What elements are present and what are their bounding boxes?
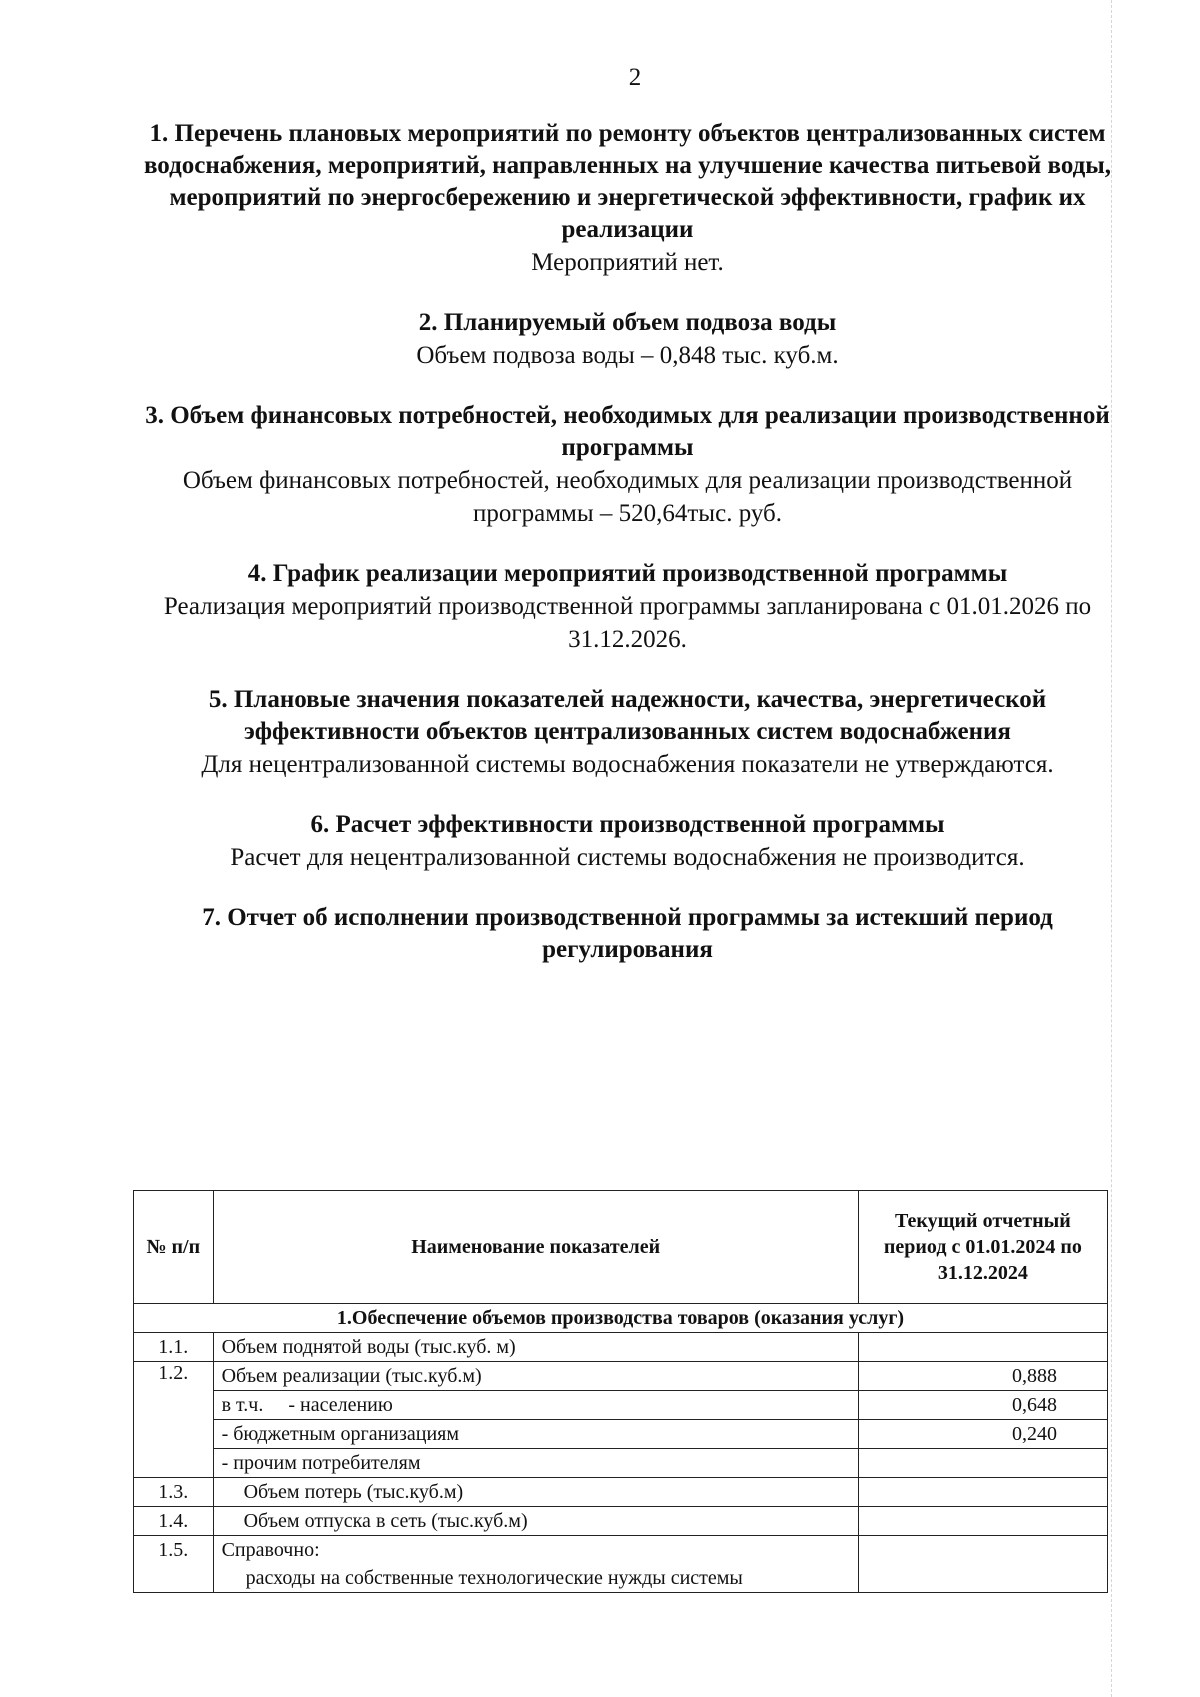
row-value: 0,648 (858, 1391, 1107, 1420)
section-3-text: Объем финансовых потребностей, необходимых для реализации производственной программы – 520,64тыс. руб. (182, 467, 1073, 527)
table-row (134, 1536, 1108, 1593)
section-3-heading: 3. Объем финансовых потребностей, необходимых для реализации производственной программы (145, 402, 1110, 461)
section-4-heading: 4. График реализации мероприятий производственной программы (247, 560, 1008, 587)
row-value (858, 1536, 1107, 1593)
table-row (134, 1420, 1108, 1449)
row-name-line1: Справочно: (221, 1539, 320, 1561)
header-num: № п/п (134, 1191, 214, 1304)
row-name-subitem: - бюджетным организациям (213, 1420, 858, 1449)
section-7-heading: 7. Отчет об исполнении производственной программы за истекший период регулирования (202, 904, 1053, 963)
section-1-text: Мероприятий нет. (531, 249, 724, 276)
page-number: 2 (628, 64, 642, 91)
row-value (858, 1333, 1107, 1362)
table-row (134, 1507, 1108, 1536)
section-6-heading: 6. Расчет эффективности производственной программы (310, 811, 945, 838)
row-value: 0,240 (858, 1420, 1107, 1449)
row-prefix: в т.ч. (221, 1393, 264, 1416)
table-row (134, 1478, 1108, 1507)
section-1-heading: 1. Перечень плановых мероприятий по ремонту объектов централизованных систем водоснабжения, мероприятий, направленных на улучшение качества питьевой воды, мероприятий по энергосбережению и энергетической эффективности, график их реализации (143, 120, 1112, 243)
group-1-title: 1.Обеспечение объемов производства товаров (оказания услуг) (134, 1304, 1108, 1333)
row-name-multiline (213, 1536, 858, 1593)
row-name: Объем потерь (тыс.куб.м) (213, 1478, 858, 1507)
row-num: 1.3. (134, 1478, 214, 1507)
section-2-text: Объем подвоза воды – 0,848 тыс. куб.м. (416, 342, 839, 369)
row-num: 1.4. (134, 1507, 214, 1536)
row-name: Объем отпуска в сеть (тыс.куб.м) (213, 1507, 858, 1536)
section-2-heading: 2. Планируемый объем подвоза воды (418, 309, 837, 336)
document-body (140, 108, 1115, 966)
table-row (134, 1449, 1108, 1478)
row-name: Объем поднятой воды (тыс.куб. м) (213, 1333, 858, 1362)
row-value (858, 1507, 1107, 1536)
table-header-row (134, 1191, 1108, 1304)
row-name-line2: расходы на собственные технологические нужды системы (245, 1567, 743, 1589)
table-row (134, 1362, 1108, 1391)
table-group-row (134, 1304, 1108, 1333)
table-row (134, 1333, 1108, 1362)
row-num: 1.1. (134, 1333, 214, 1362)
row-subname: - населению (288, 1393, 393, 1416)
header-period: Текущий отчетный период с 01.01.2024 по 31.12.2024 (858, 1191, 1107, 1304)
row-value (858, 1478, 1107, 1507)
row-name-subitem (213, 1391, 858, 1420)
row-value: 0,888 (858, 1362, 1107, 1391)
row-num: 1.2. (134, 1362, 214, 1478)
section-4-text: Реализация мероприятий производственной программы запланирована с 01.01.2026 по 31.12.2026. (163, 593, 1092, 653)
row-name: Объем реализации (тыс.куб.м) (213, 1362, 858, 1391)
section-5-text: Для нецентрализованной системы водоснабжения показатели не утверждаются. (201, 751, 1054, 778)
section-6-text: Расчет для нецентрализованной системы водоснабжения не производится. (230, 844, 1025, 871)
section-5-heading: 5. Плановые значения показателей надежности, качества, энергетической эффективности объектов централизованных систем водоснабжения (208, 686, 1047, 745)
row-value (858, 1449, 1107, 1478)
row-num: 1.5. (134, 1536, 214, 1593)
report-table (133, 1190, 1108, 1593)
row-name-subitem: - прочим потребителям (213, 1449, 858, 1478)
header-name: Наименование показателей (213, 1191, 858, 1304)
table-row (134, 1391, 1108, 1420)
